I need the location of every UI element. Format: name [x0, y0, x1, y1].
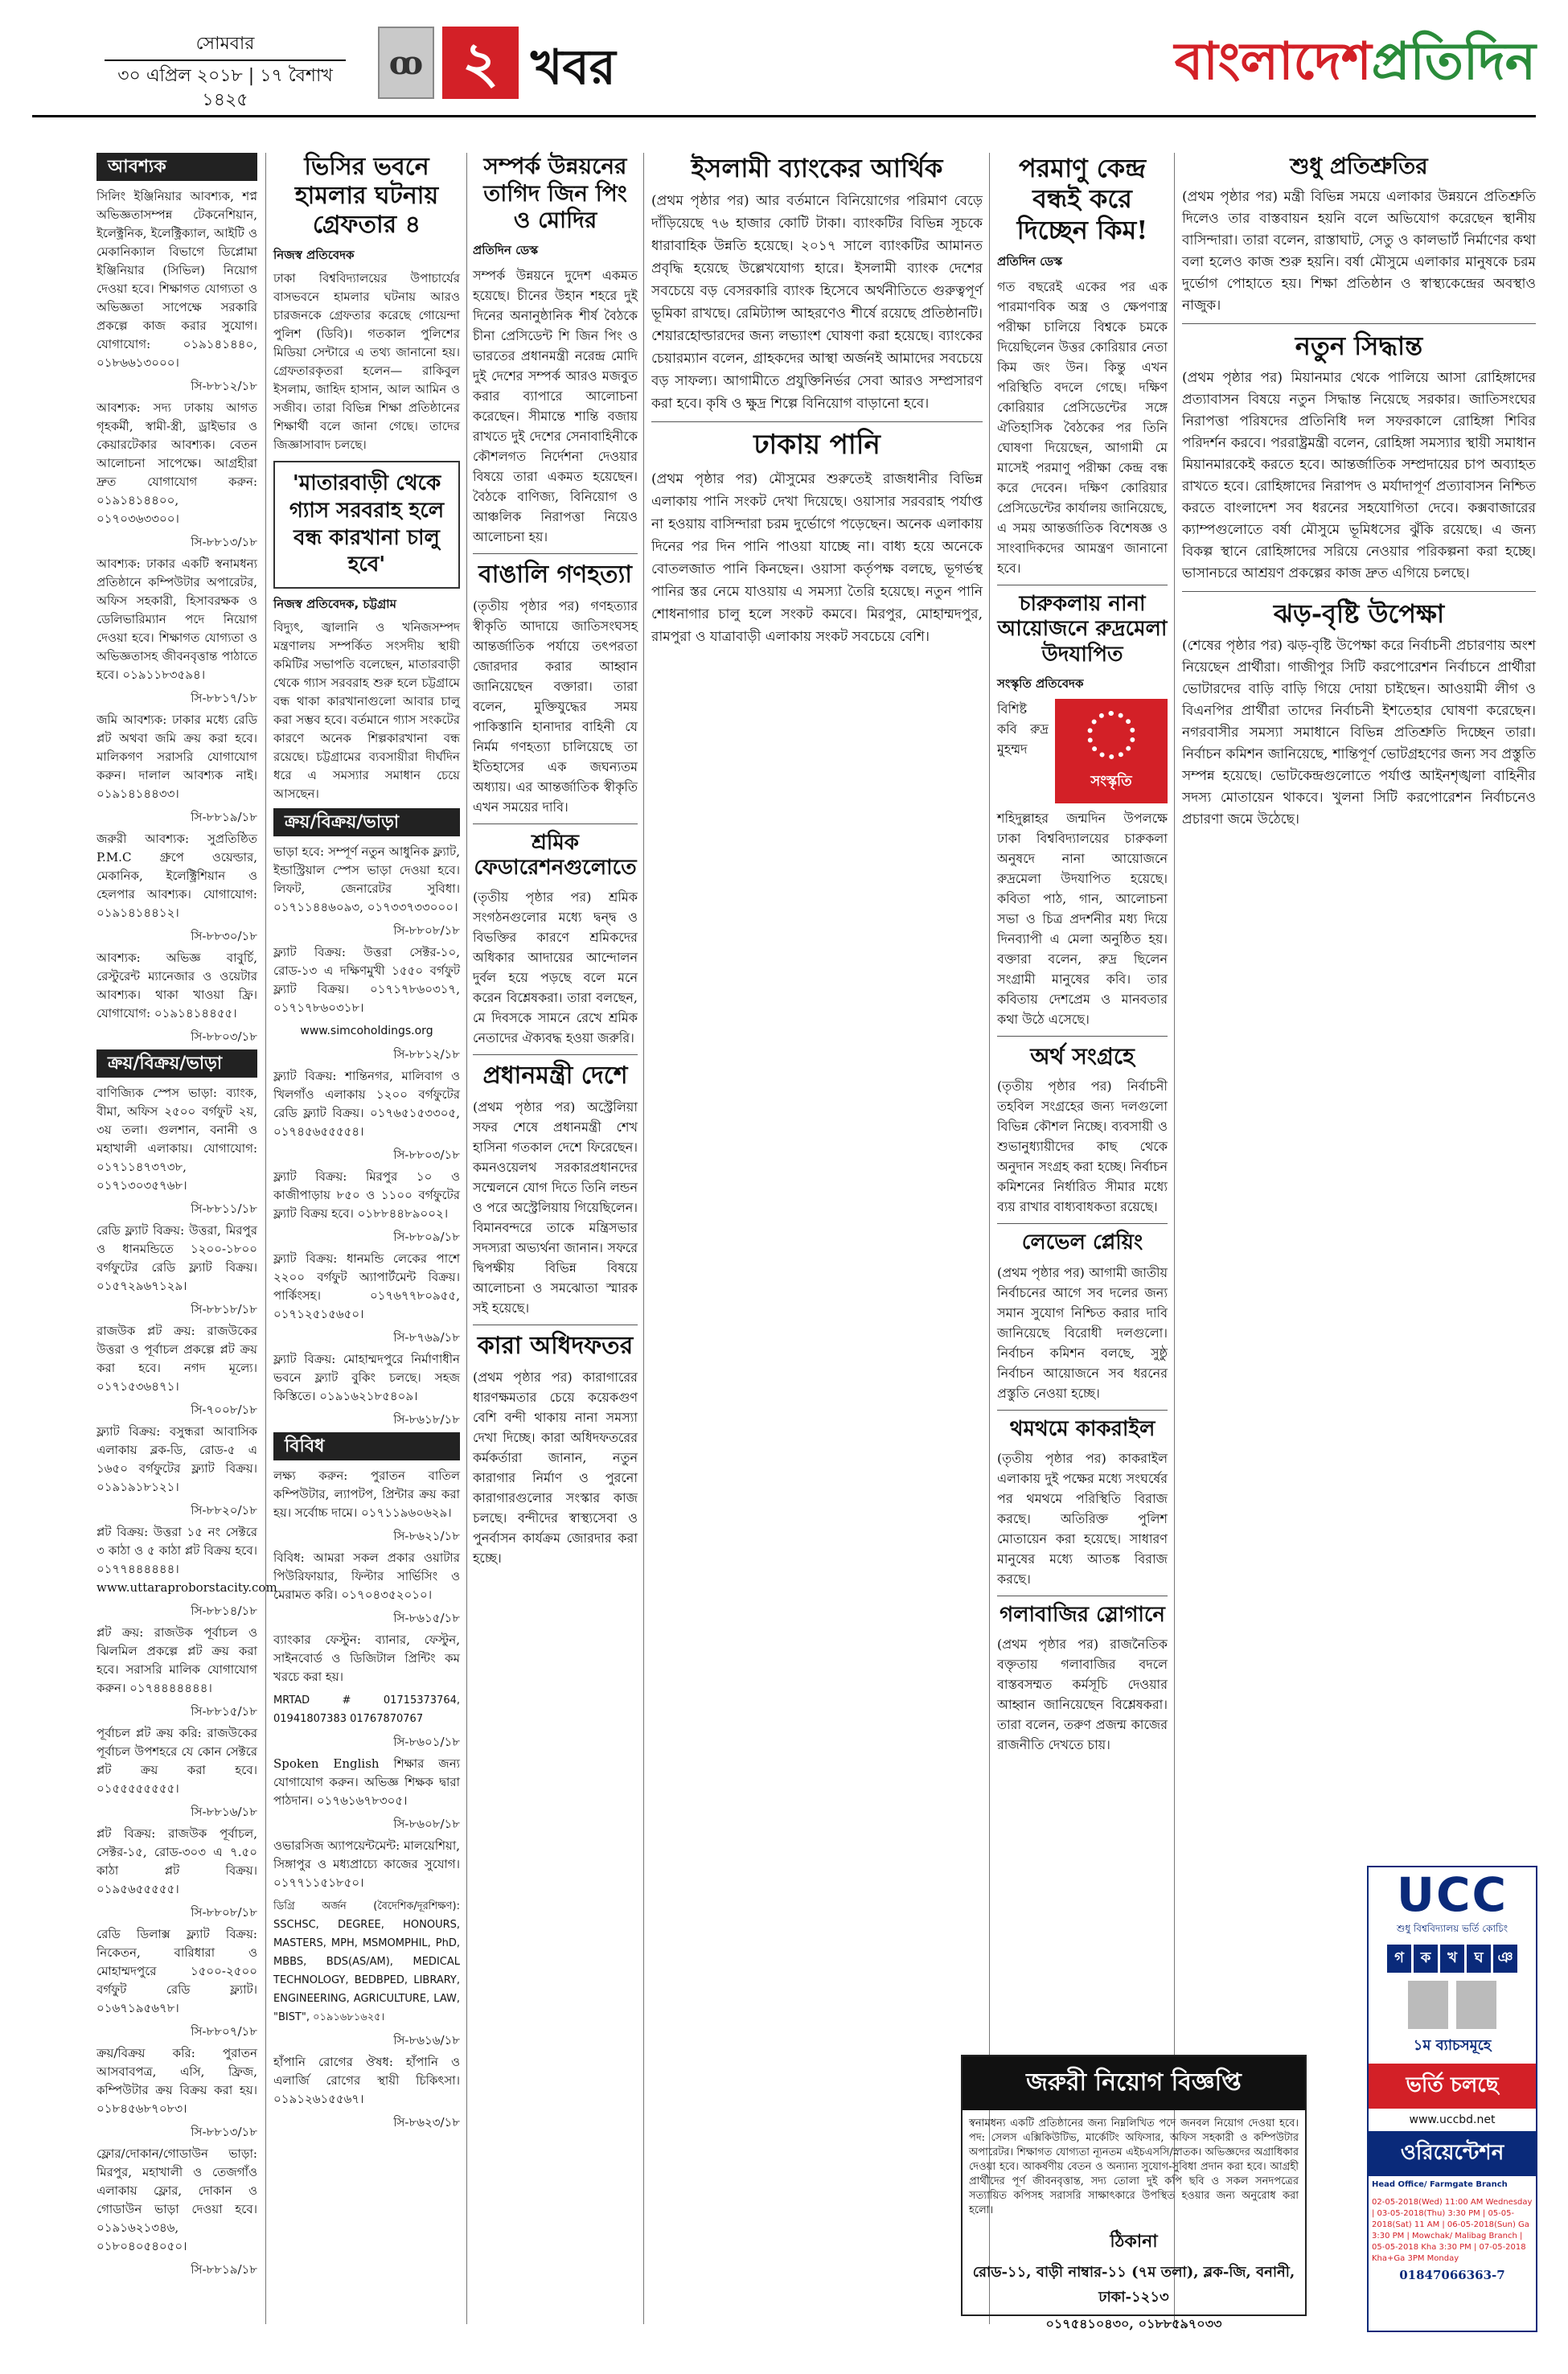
- headline: শুধু প্রতিশ্রুতির: [1290, 153, 1428, 179]
- ad-ref: সি-৮৮০৮/১৮: [393, 923, 460, 939]
- student-photos: [1369, 1979, 1536, 2034]
- ucc-advertisement: [1367, 1866, 1537, 2332]
- classified-ad: ফ্ল্যাট বিক্রয়: ধানমন্ডি লেকের পাশে ২২০০ বর্গফুট অ্যাপার্টমেন্ট বিক্রয়। পার্কিংসহ। ০১৭৬৭৭৮০৯৫৫, ০১৭১২৫১৫৬৫০।: [273, 1251, 460, 1322]
- ad-ref: সি-৮৮০৮/১৮: [191, 1905, 257, 1920]
- category-label: ক্রয়/বিক্রয়/ভাড়া: [96, 1049, 257, 1078]
- classified-ad: রেডি ফ্ল্যাট বিক্রয়: উত্তরা, মিরপুর ও ধানমন্ডিতে ১২০০-১৮০০ বর্গফুটের রেডি ফ্ল্যাট বিক্রয়। ০১৫৭২৯৬৭১২৯।: [96, 1223, 257, 1293]
- classified-ad: প্লট বিক্রয়: রাজউক পূর্বাচল, সেক্টর-১৫, রোড-৩০৩ এ ৭.৫০ কাঠা প্লট বিক্রয়। ০১৯৫৬৫৫৫৫৫।: [96, 1826, 257, 1896]
- article-body: বিদ্যুৎ, জ্বালানি ও খনিজসম্পদ মন্ত্রণালয় সম্পর্কিত সংসদীয় স্থায়ী কমিটির সভাপতি বলেছেন, মাতারবাড়ী থেকে গ্যাস সরবরাহ শুরু হলে চট্টগ্রামে বন্ধ থাকা কারখানাগুলো আবার চালু করা সম্ভব হবে। বর্তমানে গ্যাস সংকটের কারণে অনেক শিল্পকারখানা বন্ধ রয়েছে। চট্টগ্রামের ব্যবসায়ীরা দীর্ঘদিন ধরে এ সমস্যার সমাধান চেয়ে আসছেন।: [273, 620, 460, 802]
- headline: নতুন সিদ্ধান্ত: [1295, 330, 1423, 361]
- classified-ad: পূর্বাচল প্লট ক্রয় করি: রাজউকের পূর্বাচল উপশহরে যে কোন সেক্টরে প্লট ক্রয় করা হবে। ০১৫৫৫৫৫৫৫৫।: [96, 1726, 257, 1796]
- logo-part-2: প্রতিদিন: [1371, 31, 1536, 92]
- logo-part-1: বাংলাদেশ: [1174, 31, 1372, 92]
- column-5: [997, 153, 1168, 2043]
- ucc-website[interactable]: www.uccbd.net: [1409, 2113, 1496, 2126]
- headline: বাঙালি গণহত্যা: [478, 560, 632, 589]
- byline: সংস্কৃতি প্রতিবেদক: [997, 676, 1084, 691]
- byline: প্রতিদিন ডেস্ক: [997, 254, 1063, 269]
- ad-contact: MRTAD # 01715373764, 01941807383 01767870767: [273, 1694, 460, 1726]
- ad-ref: সি-৮৮০৩/১৮: [191, 1029, 257, 1044]
- classified-ad: ডিগ্রি অর্জন (বৈদেশিক/দূরশিক্ষণ): SSCHSC, DEGREE, HONOURS, MASTERS, MPH, MSMOMPHIL, PhD, MBBS, BDS(AS/AM), MEDICAL TECHNOLOGY, BEDBPED, LIBRARY, ENGINEERING, AGRICULTURE, LAW, "BIST", ০১৯১৬৮১৬২৫।: [273, 1900, 460, 2024]
- classified-ad: ফ্লোর/দোকান/গোডাউন ভাড়া: মিরপুর, মহাখালী ও তেজগাঁও এলাকায় ফ্লোর, দোকান ও গোডাউন ভাড়া দেওয়া হবে। ০১৯১৬২১৩৪৬, ০১৮০৪০৫৪০৫০।: [96, 2146, 257, 2253]
- orientation-banner: ওরিয়েন্টেশন: [1369, 2131, 1536, 2176]
- classified-ad: ক্রয়/বিক্রয় করি: পুরাতন আসবাবপত্র, এসি, ফ্রিজ, কম্পিউটার ক্রয় বিক্রয় করা হয়। ০১৮৪৫৬৮৭০৮৩।: [96, 2046, 257, 2116]
- ad-ref: সি-৮৬০৮/১৮: [393, 1817, 460, 1832]
- article-body: বিশিষ্ট কবি রুদ্র মুহম্মদ শহিদুল্লাহর জন্মদিন উপলক্ষে ঢাকা বিশ্ববিদ্যালয়ের চারুকলা অনুষদে নানা আয়োজনে রুদ্রমেলা উদযাপিত হয়েছে। কবিতা পাঠ, গান, আলোচনা সভা ও চিত্র প্রদর্শনীর মধ্য দিয়ে দিনব্যাপী এ মেলা অনুষ্ঠিত হয়। বক্তারা বলেন, রুদ্র ছিলেন সংগ্রামী মানুষের কবি। তার কবিতায় দেশপ্রেম ও মানবতার কথা উঠে এসেছে।: [997, 700, 1168, 1027]
- section-name: খবর: [531, 39, 616, 96]
- article-body: (প্রথম পৃষ্ঠার পর) আগামী জাতীয় নির্বাচনের আগে সব দলের জন্য সমান সুযোগ নিশ্চিত করার দাবি জানিয়েছে বিরোধী দলগুলো। নির্বাচন কমিশন বলছে, সুষ্ঠু নির্বাচন আয়োজনে সব ধরনের প্রস্তুতি নেওয়া হচ্ছে।: [997, 1264, 1168, 1401]
- orientation-schedule: 02-05-2018(Wed) 11:00 AM Wednesday | 03-05-2018(Thu) 3:30 PM | 05-05-2018(Sat) 11 AM | 06-05-2018(Sun) Ga 3:30 PM | Mowchak/ Malibag Branch | 05-05-2018 Kha 3:30 PM | 07-05-2018 Kha+Ga 3PM Monday: [1372, 2198, 1533, 2263]
- classifieds-column: [96, 153, 277, 2340]
- classified-ad: প্লট ক্রয়: রাজউক পূর্বাচল ও ঝিলমিল প্রকল্পে প্লট ক্রয় করা হবে। সরাসরি মালিক যোগাযোগ করুন। ০১৭৪৪৪৪৪৪৪।: [96, 1625, 257, 1695]
- ad-ref: সি-৮৮১৫/১৮: [191, 1704, 257, 1719]
- headline: ঝড়-বৃষ্টি উপেক্ষা: [1273, 598, 1445, 629]
- article-body: সম্পর্ক উন্নয়নে দুদেশ একমত হয়েছে। চীনের উহান শহরে দুই দিনের অনানুষ্ঠানিক শীর্ষ বৈঠকে চীনা প্রেসিডেন্ট শি জিন পিং ও ভারতের প্রধানমন্ত্রী নরেন্দ্র মোদি দুই দেশের সম্পর্ক আরও মজবুত করার ব্যাপারে আলোচনা করেছেন। সীমান্তে শান্তি বজায় রাখতে দুই দেশের সেনাবাহিনীকে কৌশলগত নির্দেশনা দেওয়ার বিষয়ে তারা একমত হয়েছেন। বৈঠকে বাণিজ্য, বিনিয়োগ ও আঞ্চলিক নিরাপত্তা নিয়েও আলোচনা হয়।: [473, 267, 638, 544]
- ad-ref: সি-৮৮৩০/১৮: [191, 929, 257, 943]
- classified-ad: আবশ্যক: সদ্য ঢাকায় আগত গৃহকর্মী, স্বামী-স্ত্রী, ড্রাইভার ও কেয়ারটেকার আবশ্যক। বেতন আলোচনা সাপেক্ষে। আগ্রহীরা দ্রুত যোগাযোগ করুন: ০১৯১৪১৪৪০০, ০১৭০৩৬৩৩০০।: [96, 400, 257, 526]
- ad-ref: সি-৮৮১৭/১৮: [191, 691, 257, 705]
- unit-badge: খ: [1440, 1945, 1464, 1973]
- byline: নিজস্ব প্রতিবেদক: [273, 248, 355, 262]
- notice-title: জরুরী নিয়োগ বিজ্ঞপ্তি: [963, 2056, 1305, 2110]
- ad-ref: সি-৮৮১৯/১৮: [191, 810, 257, 824]
- job-notice: [961, 2055, 1307, 2331]
- section-icon: ꝏ: [378, 27, 434, 99]
- unit-badge: ঘ: [1467, 1945, 1491, 1973]
- article-body: (প্রথম পৃষ্ঠার পর) মন্ত্রী বিভিন্ন সময়ে এলাকার উন্নয়নে প্রতিশ্রুতি দিলেও তার বাস্তবায়ন হয়নি বলে অভিযোগ করেছেন স্থানীয় বাসিন্দারা। তারা বলেন, রাস্তাঘাট, সেতু ও কালভার্ট নির্মাণের কথা বলা হলেও কাজ শুরু হয়নি। বর্ষা মৌসুমে এলাকার মানুষকে চরম দুর্ভোগ পোহাতে হয়। শিক্ষা প্রতিষ্ঠান ও স্বাস্থ্যকেন্দ্রের অবস্থাও নাজুক।: [1182, 188, 1536, 314]
- article-body: গত বছরেই একের পর এক পারমাণবিক অস্ত্র ও ক্ষেপণাস্ত্র পরীক্ষা চালিয়ে বিশ্বকে চমকে দিয়েছিলেন উত্তর কোরিয়ার নেতা কিম জং উন। কিন্তু এখন পরিস্থিতি বদলে গেছে। দক্ষিণ কোরিয়ার প্রেসিডেন্টের সঙ্গে ঐতিহাসিক বৈঠকের পর তিনি ঘোষণা দিয়েছেন, আগামী মে মাসেই পরমাণু পরীক্ষা কেন্দ্র বন্ধ করে দেবেন। দক্ষিণ কোরিয়ার প্রেসিডেন্টের কার্যালয় জানিয়েছে, এ সময় আন্তর্জাতিক বিশেষজ্ঞ ও সাংবাদিকদের আমন্ত্রণ জানানো হবে।: [997, 279, 1168, 577]
- headline: গলাবাজির স্লোগানে: [999, 1602, 1165, 1627]
- ad-ref: সি-৮৮১৬/১৮: [191, 1805, 257, 1819]
- article-body: (প্রথম পৃষ্ঠার পর) মৌসুমের শুরুতেই রাজধানীর বিভিন্ন এলাকায় পানি সংকট দেখা দিয়েছে। ওয়াসার সরবরাহ পর্যাপ্ত না হওয়ায় বাসিন্দারা চরম দুর্ভোগে পড়েছেন। অনেক এলাকায় দিনের পর দিন পানি পাওয়া যাচ্ছে না। বাধ্য হয়ে অনেকে বোতলজাত পানি কিনছেন। ওয়াসা কর্তৃপক্ষ বলছে, ভূগর্ভস্থ পানির স্তর নেমে যাওয়ায় এ সমস্যা তৈরি হয়েছে। নতুন পানি শোধনাগার চালু হলে সংকট কমবে। মিরপুর, মোহাম্মদপুর, রামপুরা ও যাত্রাবাড়ী এলাকায় সংকট সবচেয়ে বেশি।: [651, 471, 983, 646]
- classified-ad: ফ্ল্যাট বিক্রয়: মিরপুর ১০ ও কাজীপাড়ায় ৮৫০ ও ১১০০ বর্গফুটের ফ্ল্যাট বিক্রয় হবে। ০১৮৮৪৪৮৯০০২।: [273, 1169, 460, 1222]
- ad-ref: সি-৮৭৬৯/১৮: [393, 1330, 460, 1345]
- ad-ref: সি-৮৮১৩/১৮: [191, 2125, 257, 2139]
- classified-ad: প্লট বিক্রয়: উত্তরা ১৫ নং সেক্টরে ৩ কাঠা ও ৫ কাঠা প্লট বিক্রয় হবে। ০১৭৭৪৪৪৪৪৪। www.uttaraproborstacity.com: [96, 1525, 277, 1595]
- ucc-phone: 01847066363-7: [1399, 2268, 1505, 2282]
- ad-ref: সি-৮৮১৯/১৮: [191, 2262, 257, 2277]
- column-3: [473, 153, 638, 2340]
- unit-list: [1369, 1945, 1536, 1973]
- classified-ad: লক্ষ্য করুন: পুরাতন বাতিল কম্পিউটার, ল্যাপটপ, প্রিন্টার ক্রয় করা হয়। সর্বোচ্চ দামে। ০১৭১১৯৬০৬২৯।: [273, 1468, 460, 1521]
- ad-ref: সি-৮৮১২/১৮: [191, 379, 257, 393]
- ad-ref: সি-৮৬১৬/১৮: [393, 2033, 460, 2048]
- date-line: ৩০ এপ্রিল ২০১৮ | ১৭ বৈশাখ ১৪২৫: [117, 66, 333, 110]
- admission-banner: ভর্তি চলছে: [1369, 2064, 1536, 2109]
- ad-ref: সি-৮৬১৮/১৮: [393, 1412, 460, 1427]
- column-6: [1182, 153, 1536, 1858]
- ad-ref: সি-৮৬২১/১৮: [393, 1529, 460, 1544]
- article-body: (প্রথম পৃষ্ঠার পর) অস্ট্রেলিয়া সফর শেষে প্রধানমন্ত্রী শেখ হাসিনা গতকাল দেশে ফিরেছেন। কমনওয়েলথ সরকারপ্রধানদের সম্মেলনে যোগ দিতে তিনি লন্ডন ও পরে অস্ট্রেলিয়ায় গিয়েছিলেন। বিমানবন্দরে তাকে মন্ত্রিসভার সদস্যরা অভ্যর্থনা জানান। সফরে দ্বিপক্ষীয় বিভিন্ন বিষয়ে আলোচনা ও সমঝোতা স্মারক সই হয়েছে।: [473, 1099, 638, 1316]
- byline: নিজস্ব প্রতিবেদক, চট্টগ্রাম: [273, 597, 396, 612]
- headline: ইসলামী ব্যাংকের আর্থিক: [691, 153, 943, 183]
- weekday: সোমবার: [195, 34, 255, 54]
- unit-badge: ঞ: [1493, 1945, 1517, 1973]
- issue-date: [105, 32, 346, 113]
- article-body: (প্রথম পৃষ্ঠার পর) কারাগারের ধারণক্ষমতার চেয়ে কয়েকগুণ বেশি বন্দী থাকায় নানা সমস্যা দেখা দিচ্ছে। কারা অধিদফতরের কর্মকর্তারা জানান, নতুন কারাগার নির্মাণ ও পুরনো কারাগারগুলোর সংস্কার কাজ চলছে। বন্দীদের স্বাস্থ্যসেবা ও পুনর্বাসন কার্যক্রম জোরদার করা হচ্ছে।: [473, 1370, 638, 1567]
- notice-body: স্বনামধন্য একটি প্রতিষ্ঠানের জন্য নিম্নলিখিত পদে জনবল নিয়োগ দেওয়া হবে। পদ: সেলস এক্সিকিউটিভ, মার্কেটিং অফিসার, অফিস সহকারী ও কম্পিউটার অপারেটর। শিক্ষাগত যোগ্যতা ন্যূনতম এইচএসসি/স্নাতক। অভিজ্ঞদের অগ্রাধিকার দেওয়া হবে। আকর্ষণীয় বেতন ও অন্যান্য সুযোগ-সুবিধা প্রদান করা হবে। আগ্রহী প্রার্থীদের পূর্ণ জীবনবৃত্তান্ত, সদ্য তোলা দুই কপি ছবি ও সকল সনদপত্রের সত্যায়িত কপিসহ সরাসরি সাক্ষাৎকারে উপস্থিত হওয়ার জন্য অনুরোধ করা হলো।: [969, 2117, 1299, 2216]
- classified-ad: আবশ্যক: অভিজ্ঞ বাবুর্চি, রেস্টুরেন্ট ম্যানেজার ও ওয়েটার আবশ্যক। থাকা খাওয়া ফ্রি। যোগাযোগ: ০১৯১৪১৪৪৫৫।: [96, 951, 257, 1021]
- ad-ref: সি-৮৮০৭/১৮: [191, 2024, 257, 2039]
- boxed-headline: 'মাতারবাড়ী থেকে গ্যাস সরবরাহ হলে বন্ধ কারখানা চালু হবে': [273, 461, 460, 589]
- headline: থমথমে কাকরাইল: [1009, 1416, 1155, 1441]
- classified-ad: ফ্ল্যাট বিক্রয়: উত্তরা সেক্টর-১০, রোড-১৩ এ দক্ষিণমুখী ১৫৫০ বর্গফুট ফ্ল্যাট বিক্রয়। ০১৭১৭৮৬০৩১৭, ০১৭১৭৮৬০৩১৮।: [273, 945, 460, 1016]
- article-body: (প্রথম পৃষ্ঠার পর) রাজনৈতিক বক্তৃতায় গলাবাজির বদলে বাস্তবসম্মত কর্মসূচি দেওয়ার আহ্বান জানিয়েছেন বিশ্লেষকরা। তারা বলেন, তরুণ প্রজন্ম কাজের রাজনীতি দেখতে চায়।: [997, 1636, 1168, 1752]
- headline: অর্থ সংগ্রহে: [1030, 1042, 1135, 1070]
- ad-ref: সি-৮৮০৯/১৮: [393, 1230, 460, 1245]
- ad-ref: সি-৮৮১১/১৮: [191, 1201, 257, 1216]
- classified-ad: ফ্ল্যাট বিক্রয়: শান্তিনগর, মালিবাগ ও খিলগাঁও এলাকায় ১২০০ বর্গফুটের রেডি ফ্ল্যাট বিক্রয়। ০১৭৬৫১৫৩৩০৫, ০১৭৪৫৬৫৫৫৫৪।: [273, 1069, 460, 1140]
- ad-ref: সি-৮৮২০/১৮: [191, 1503, 257, 1518]
- notice-phone: ০১৭৫৪১০৪৩০, ০১৮৮৫৯৭০৩৩: [1045, 2316, 1222, 2331]
- classified-ad: ভাড়া হবে: সম্পূর্ণ নতুন আধুনিক ফ্ল্যাট, ইন্ডাস্ট্রিয়াল স্পেস ভাড়া দেওয়া হবে। লিফট, জেনারেটর সুবিধা। ০১৭১১৪৪৬০৯৩, ০১৭৩৩৭৩৩০০০।: [273, 844, 460, 915]
- notice-address: রোড-১১, বাড়ী নাম্বার-১১ (৭ম তলা), ব্লক-জি, বনানী, ঢাকা-১২১৩: [972, 2264, 1295, 2306]
- ucc-batch: ১ম ব্যাচসমূহে: [1413, 2037, 1492, 2054]
- classified-ad: জমি আবশ্যক: ঢাকার মধ্যে রেডি প্লট অথবা জমি ক্রয় করা হবে। মালিকগণ সরাসরি যোগাযোগ করুন। দালাল আবশ্যক নাই। ০১৯১৪১৪৪৩৩।: [96, 713, 257, 801]
- ad-ref: সি-৮৮০৩/১৮: [393, 1148, 460, 1163]
- classified-ad: Spoken English শিক্ষার জন্য যোগাযোগ করুন। অভিজ্ঞ শিক্ষক দ্বারা পাঠদান। ০১৭৬১৬৭৮৩০৫।: [273, 1756, 460, 1809]
- website-link[interactable]: www.simcoholdings.org: [300, 1025, 433, 1038]
- classified-ad: আবশ্যক: ঢাকার একটি স্বনামধন্য প্রতিষ্ঠানে কম্পিউটার অপারেটর, অফিস সহকারী, হিসাবরক্ষক ও ডেলিভারিম্যান পদে নিয়োগ দেওয়া হবে। শিক্ষাগত যোগ্যতা ও অভিজ্ঞতাসহ জীবনবৃত্তান্ত পাঠাতে হবে। ০১৯১১৮৩৫৯৪।: [96, 557, 257, 682]
- ad-ref: সি-৭০০৮/১৮: [191, 1403, 257, 1417]
- classified-ad: জরুরী আবশ্যক: সুপ্রতিষ্ঠিত P.M.C গ্রুপে ওয়েল্ডার, মেকানিক, ইলেক্ট্রিশিয়ান ও হেলপার আবশ্যক। যোগাযোগ: ০১৯১৪১৪৪১২।: [96, 832, 257, 920]
- headline: কারা অধিদফতর: [477, 1332, 634, 1361]
- ad-ref: সি-৮৮১৩/১৮: [191, 535, 257, 549]
- category-label: বিবিধ: [273, 1432, 460, 1460]
- ad-ref: সি-৮৬০১/১৮: [393, 1735, 460, 1750]
- headline: চারুকলায় নানা আয়োজনে রুদ্রমেলা উদযাপিত: [997, 592, 1168, 667]
- headline: পরমাণু কেন্দ্র বন্ধই করে দিচ্ছেন কিম!: [1016, 153, 1148, 245]
- ad-ref: সি-৮৮১২/১৮: [393, 1047, 460, 1062]
- category-label: আবশ্যক: [96, 153, 257, 181]
- classified-ad: রাজউক প্লট ক্রয়: রাজউকের উত্তরা ও পূর্বাচল প্রকল্পে প্লট ক্রয় করা হবে। নগদ মূল্যে। ০১৭১৫৩৬৪৭১।: [96, 1324, 257, 1394]
- headline: সম্পর্ক উন্নয়নের তাগিদ জিন পিং ও মোদির: [483, 153, 627, 234]
- classified-ad: বাণিজ্যিক স্পেস ভাড়া: ব্যাংক, বীমা, অফিস ২৫০০ বর্গফুট ২য়, ৩য় তলা। গুলশান, বনানী ও মহাখালী এলাকায়। যোগাযোগ: ০১৭১১৪৭৩৭৩৮, ০১৭১৩০৩৫৭৬৮।: [96, 1086, 257, 1193]
- article-body: (তৃতীয় পৃষ্ঠার পর) কাকরাইল এলাকায় দুই পক্ষের মধ্যে সংঘর্ষের পর থমথমে পরিস্থিতি বিরাজ করছে। অতিরিক্ত পুলিশ মোতায়েন করা হয়েছে। সাধারণ মানুষের মধ্যে আতঙ্ক বিরাজ করছে।: [997, 1450, 1168, 1587]
- page-number: ২: [442, 27, 519, 99]
- culture-logo-label: সংস্কৃতি: [1090, 772, 1132, 790]
- ucc-tagline: শুধু বিশ্ববিদ্যালয় ভর্তি কোচিং: [1396, 1923, 1508, 1934]
- flower-icon: [1087, 711, 1135, 759]
- ad-ref: সি-৮৮১৪/১৮: [191, 1604, 257, 1618]
- article-body: (তৃতীয় পৃষ্ঠার পর) শ্রমিক সংগঠনগুলোর মধ্যে দ্বন্দ্ব ও বিভক্তির কারণে শ্রমিকদের অধিকার আদায়ের আন্দোলন দুর্বল হয়ে পড়ছে বলে মনে করেন বিশ্লেষকরা। তারা বলছেন, মে দিবসকে সামনে রেখে শ্রমিক নেতাদের ঐক্যবদ্ধ হওয়া জরুরি।: [473, 889, 638, 1046]
- classified-ad: বিবিধ: আমরা সকল প্রকার ওয়াটার পিউরিফায়ার, ফিল্টার সার্ভিসিং ও মেরামত করি। ০১৭০৪৩৫২০১০।: [273, 1550, 460, 1603]
- classified-ad: হাঁপানি রোগের ঔষধ: হাঁপানি ও এলার্জি রোগের স্থায়ী চিকিৎসা। ০১৯১২৬১৫৫৬৭।: [273, 2055, 460, 2107]
- ad-ref: সি-৮৬২৩/১৮: [393, 2115, 460, 2130]
- column-4: [651, 153, 983, 2340]
- article-body: (শেষের পৃষ্ঠার পর) ঝড়-বৃষ্টি উপেক্ষা করে নির্বাচনী প্রচারণায় অংশ নিয়েছেন প্রার্থীরা। গাজীপুর সিটি করপোরেশন নির্বাচনে প্রার্থীরা ভোটারদের বাড়ি বাড়ি গিয়ে দোয়া চাইছেন। আওয়ামী লীগ ও বিএনপির প্রার্থীরা তাদের নির্বাচনী ইশতেহার ঘোষণা করেছেন। নগরবাসীর সমস্যা সমাধানে বিভিন্ন প্রতিশ্রুতি দিচ্ছেন তারা। নির্বাচন কমিশন জানিয়েছে, শান্তিপূর্ণ ভোটগ্রহণের জন্য সব প্রস্তুতি সম্পন্ন হয়েছে। ভোটকেন্দ্রগুলোতে পর্যাপ্ত আইনশৃঙ্খলা বাহিনীর সদস্য মোতায়েন থাকবে। খুলনা সিটি করপোরেশন নির্বাচনেও প্রচারণা জমে উঠেছে।: [1182, 638, 1536, 828]
- headline: শ্রমিক ফেডারেশনগুলোতে: [474, 830, 637, 880]
- article-body: (তৃতীয় পৃষ্ঠার পর) গণহত্যার স্বীকৃতি আদায়ে জাতিসংঘসহ আন্তর্জাতিক পর্যায়ে তৎপরতা জোরদার করার আহ্বান জানিয়েছেন বক্তারা। তারা বলেন, মুক্তিযুদ্ধের সময় পাকিস্তানি হানাদার বাহিনী যে নির্মম গণহত্যা চালিয়েছে তা ইতিহাসের এক জঘন্যতম অধ্যায়। এর আন্তর্জাতিক স্বীকৃতি এখন সময়ের দাবি।: [473, 598, 638, 815]
- ucc-logo: UCC: [1396, 1867, 1508, 1922]
- headline: লেভেল প্লেয়িং: [1021, 1230, 1143, 1255]
- category-label: ক্রয়/বিক্রয়/ভাড়া: [273, 808, 460, 836]
- branch-name: Head Office/ Farmgate Branch: [1372, 2180, 1508, 2189]
- student-photo: [1408, 1981, 1448, 2029]
- classified-ad: ব্যাংকার ফেস্টুন: ব্যানার, ফেস্টুন, সাইনবোর্ড ও ডিজিটাল প্রিন্টিং কম খরচে করা হয়।: [273, 1633, 460, 1685]
- classified-ad: ফ্ল্যাট বিক্রয়: মোহাম্মদপুরে নির্মাণাধীন ভবনে ফ্ল্যাট বুকিং চলছে। সহজ কিস্তিতে। ০১৯১৬২১৮৫৪০৯।: [273, 1352, 460, 1404]
- article-body: ঢাকা বিশ্ববিদ্যালয়ের উপাচার্যের বাসভবনে হামলার ঘটনায় আরও চারজনকে গ্রেফতার করেছে গোয়েন্দা পুলিশ (ডিবি)। গতকাল পুলিশের মিডিয়া সেন্টারে এ তথ্য জানানো হয়। গ্রেফতারকৃতরা হলেন— রাকিবুল ইসলাম, জাহিদ হাসান, আল আমিন ও সজীব। তারা বিভিন্ন শিক্ষা প্রতিষ্ঠানের শিক্ষার্থী বলে জানা গেছে। তাদের জিজ্ঞাসাবাদ চলছে।: [273, 271, 460, 452]
- ad-ref: সি-৮৬১৫/১৮: [393, 1611, 460, 1626]
- article-body: (প্রথম পৃষ্ঠার পর) আর বর্তমানে বিনিয়োগের পরিমাণ বেড়ে দাঁড়িয়েছে ৭৬ হাজার কোটি টাকা। ব্যাংকটির বিভিন্ন সূচকে ধারাবাহিক উন্নতি হয়েছে। ২০১৭ সালে ব্যাংকটির আমানত প্রবৃদ্ধি হয়েছে উল্লেখযোগ্য হারে। ইসলামী ব্যাংক দেশের সবচেয়ে বড় বেসরকারি ব্যাংক হিসেবে অর্থনীতিতে গুরুত্বপূর্ণ ভূমিকা রাখছে। রেমিট্যান্স আহরণেও শীর্ষে রয়েছে প্রতিষ্ঠানটি। শেয়ারহোল্ডারদের জন্য লভ্যাংশ ঘোষণা করা হয়েছে। ব্যাংকের চেয়ারম্যান বলেন, গ্রাহকদের আস্থা অর্জনই আমাদের সবচেয়ে বড় সাফল্য। আগামীতে প্রযুক্তিনির্ভর সেবা আরও সম্প্রসারণ করা হবে। কৃষি ও ক্ষুদ্র শিল্পে বিনিয়োগ বাড়ানো হবে।: [651, 193, 983, 413]
- classified-ad: ওভারসিজ অ্যাপয়েন্টমেন্ট: মালয়েশিয়া, সিঙ্গাপুর ও মধ্যপ্রাচ্যে কাজের সুযোগ। ০১৭৭১১৫১৮৫০।: [273, 1838, 460, 1891]
- student-photo: [1456, 1981, 1496, 2029]
- headline: ভিসির ভবনে হামলার ঘটনায় গ্রেফতার ৪: [294, 153, 439, 239]
- unit-badge: গ: [1387, 1945, 1411, 1973]
- notice-address-label: ঠিকানা: [1110, 2231, 1158, 2252]
- headline: প্রধানমন্ত্রী দেশে: [482, 1062, 628, 1090]
- unit-badge: ক: [1414, 1945, 1438, 1973]
- masthead: [32, 14, 1536, 127]
- culture-logo: [1055, 699, 1168, 803]
- article-body: (তৃতীয় পৃষ্ঠার পর) নির্বাচনী তহবিল সংগ্রহের জন্য দলগুলো বিভিন্ন কৌশল নিচ্ছে। ব্যবসায়ী ও শুভানুধ্যায়ীদের কাছ থেকে অনুদান সংগ্রহ করা হচ্ছে। নির্বাচন কমিশনের নির্ধারিত সীমার মধ্যে ব্যয় রাখার বাধ্যবাধকতা রয়েছে।: [997, 1078, 1168, 1215]
- column-2: [273, 153, 460, 2340]
- newspaper-logo: [1175, 23, 1536, 109]
- byline: প্রতিদিন ডেস্ক: [473, 242, 539, 257]
- headline: ঢাকায় পানি: [753, 429, 880, 462]
- classified-ad: রেডি ডিলাক্স ফ্ল্যাট বিক্রয়: নিকেতন, বারিধারা ও মোহাম্মদপুরে ১৫০০-২৫০০ বর্গফুট রেডি ফ্ল্যাট। ০১৬৭১৯৫৬৭৮।: [96, 1927, 257, 2015]
- ad-ref: সি-৮৮১৮/১৮: [191, 1302, 257, 1316]
- classified-ad: সিলিং ইঞ্জিনিয়ার আবশ্যক, শপ্ন অভিজ্ঞতাসম্পন্ন টেকনেশিয়ান, ইলেক্ট্রনিক, ইলেক্ট্রিক্যাল, আইটি ও মেকানিক্যাল বিভাগে ডিপ্লোমা ইঞ্জিনিয়ার (সিভিল) নিয়োগ দেওয়া হবে। শিক্ষাগত যোগ্যতা ও অভিজ্ঞতা সাপেক্ষে সরকারি প্রকল্পে কাজ করার সুযোগ। যোগাযোগ: ০১৯১৪১৪৪০, ০১৮৬৬১৩০০০।: [96, 189, 257, 370]
- article-body: (প্রথম পৃষ্ঠার পর) মিয়ানমার থেকে পালিয়ে আসা রোহিঙ্গাদের প্রত্যাবাসন বিষয়ে নতুন সিদ্ধান্ত নিয়েছে সরকার। জাতিসংঘের নিরাপত্তা পরিষদের প্রতিনিধি দল সফরকালে রোহিঙ্গা শিবির পরিদর্শন করবে। পররাষ্ট্রমন্ত্রী বলেন, রোহিঙ্গা সমস্যার স্থায়ী সমাধান মিয়ানমারকেই করতে হবে। আন্তর্জাতিক সম্প্রদায়ের চাপ অব্যাহত রাখতে হবে। রোহিঙ্গাদের নিরাপদ ও মর্যাদাপূর্ণ প্রত্যাবাসন নিশ্চিত করতে বাংলাদেশ সব ধরনের সহযোগিতা দেবে। কক্সবাজারের ক্যাম্পগুলোতে বর্ষা মৌসুমে ভূমিধসের ঝুঁকি রয়েছে। এ জন্য বিকল্প স্থানে রোহিঙ্গাদের সরিয়ে নেওয়ার পরিকল্পনা করা হচ্ছে। ভাসানচরে আশ্রয়ণ প্রকল্পের কাজ দ্রুত এগিয়ে চলছে।: [1182, 369, 1536, 581]
- classified-ad: ফ্ল্যাট বিক্রয়: বসুন্ধরা আবাসিক এলাকায় ব্লক-ডি, রোড-৫ এ ১৬৫০ বর্গফুটের ফ্ল্যাট বিক্রয়। ০১৯১৯১৮১২১।: [96, 1424, 257, 1494]
